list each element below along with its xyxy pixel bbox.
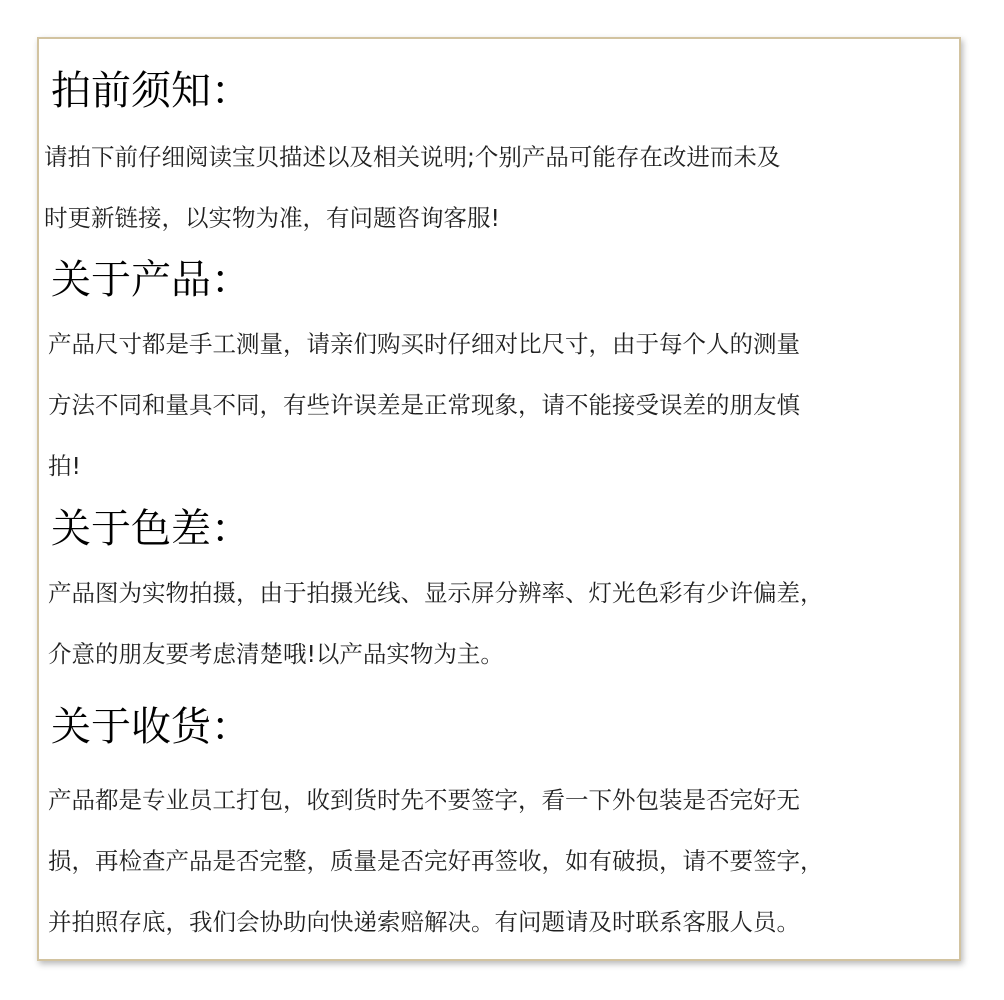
section-text-about-delivery xyxy=(48,770,824,953)
text-line: 产品都是专业员工打包，收到货时先不要签字，看一下外包装是否完好无 xyxy=(48,786,800,814)
section-heading-about-delivery: 关于收货： xyxy=(51,704,251,750)
section-text-about-color xyxy=(48,563,824,685)
section-heading-purchase-notice: 拍前须知： xyxy=(51,68,251,114)
notice-card xyxy=(37,37,961,961)
section-text-about-product xyxy=(48,314,800,497)
section-text-purchase-notice xyxy=(44,127,780,249)
text-line: 时更新链接，以实物为准，有问题咨询客服! xyxy=(44,204,500,232)
text-line: 并拍照存底，我们会协助向快递索赔解决。有问题请及时联系客服人员。 xyxy=(48,908,800,936)
section-heading-about-product: 关于产品： xyxy=(51,257,251,303)
text-line: 产品图为实物拍摄，由于拍摄光线、显示屏分辨率、灯光色彩有少许偏差， xyxy=(48,579,824,607)
text-line: 拍! xyxy=(48,452,81,480)
text-line: 产品尺寸都是手工测量，请亲们购买时仔细对比尺寸，由于每个人的测量 xyxy=(48,330,800,358)
text-line: 损，再检查产品是否完整，质量是否完好再签收，如有破损，请不要签字， xyxy=(48,847,824,875)
section-heading-about-color: 关于色差： xyxy=(51,506,251,552)
text-line: 介意的朋友要考虑清楚哦!以产品实物为主。 xyxy=(48,640,504,668)
text-line: 方法不同和量具不同，有些许误差是正常现象，请不能接受误差的朋友慎 xyxy=(48,391,800,419)
text-line: 请拍下前仔细阅读宝贝描述以及相关说明;个别产品可能存在改进而未及 xyxy=(44,143,781,171)
